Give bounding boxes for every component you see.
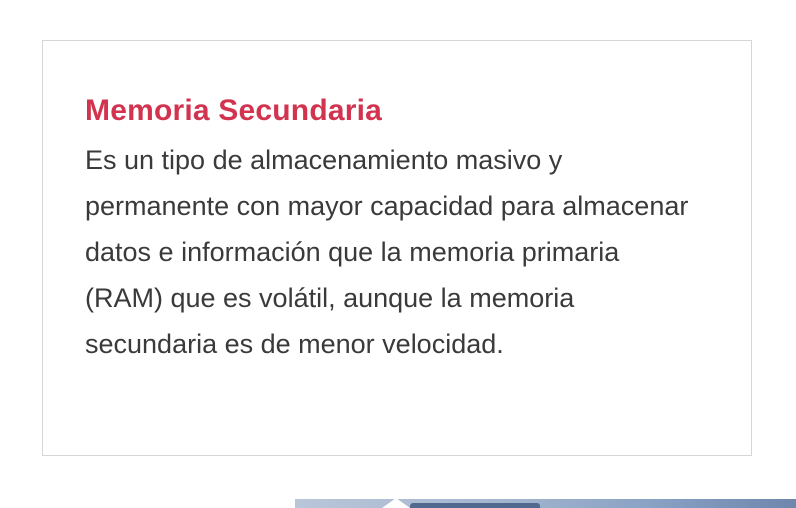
background-image-detail xyxy=(410,503,540,508)
popup-pointer xyxy=(382,498,410,508)
background-image-edge xyxy=(295,499,796,508)
info-popup-card xyxy=(42,40,752,456)
popup-description: Es un tipo de almacenamiento masivo y permanente con mayor capacidad para almacenar datos e información que la memoria primaria (RAM) que es volátil, aunque la memoria secundaria es de menor velocidad. xyxy=(85,145,689,359)
popup-title: Memoria Secundaria xyxy=(85,94,383,127)
